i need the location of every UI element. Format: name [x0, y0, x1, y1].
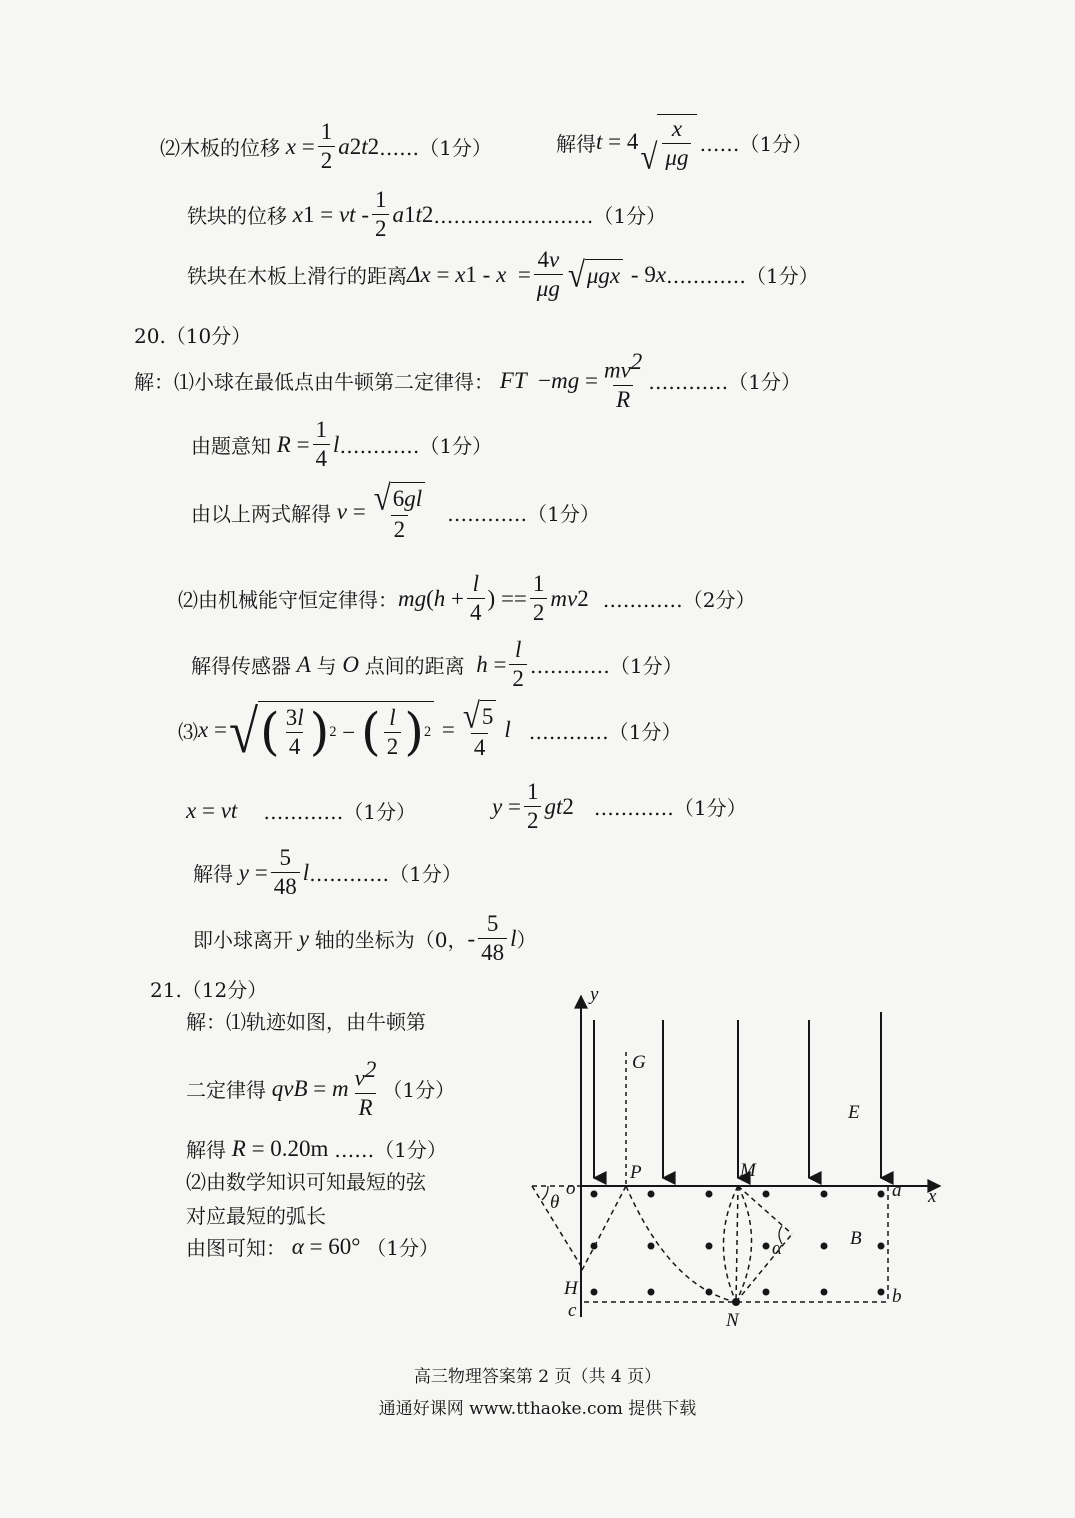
q20-title: 20.（10分） [134, 324, 252, 348]
line-21-1: 解：⑴轨迹如图，由牛顿第 [186, 1010, 426, 1034]
label-c: c [568, 1300, 577, 1321]
score: …………（1分） [447, 501, 600, 526]
label: ⑵木板的位移 [160, 136, 280, 161]
line-20-2: 由题意知 R = $\frac{1}{4}$ l …………（1分） [191, 417, 493, 472]
label-theta: θ [550, 1192, 560, 1213]
label: 二定律得 [186, 1078, 266, 1103]
score: ……（1分） [379, 136, 492, 161]
score: …………（1分） [309, 862, 462, 887]
score: …………（1分） [593, 796, 747, 821]
label: 解得传感器 [191, 654, 291, 679]
label: 解得 [193, 862, 233, 887]
q21-title: 21.（12分） [150, 978, 268, 1002]
line-19-3: 铁块的位移 x 1 = vt - $\frac{1}{2}$ a 1 t 2 ……………………（1分） [187, 187, 667, 242]
score: ……（1分） [334, 1138, 447, 1162]
line-20-1: 解：⑴小球在最低点由牛顿第二定律得： F T − mg = $\frac{mv^2}{R}$ …………（1分） [134, 349, 802, 412]
label: 由题意知 [191, 434, 271, 459]
line-19-4: 铁块在木板上滑行的距离 Δx = x 1 - x = $\frac{4v}{\mu g}$ √ μgx - 9x …………（1分） [187, 247, 819, 302]
page-number: 高三物理答案第 2 页（共 4 页） [413, 1367, 662, 1387]
source-credit: 通通好课网 www.tthaoke.com 提供下载 [378, 1399, 697, 1419]
label: 解得 [556, 131, 596, 156]
fraction: $\frac{1}{2}$ [318, 120, 336, 173]
label-M: M [740, 1160, 756, 1181]
score: （1分） [382, 1078, 456, 1103]
line-20-7a: x = vt …………（1分） [186, 797, 417, 824]
label: 铁块的位移 [187, 204, 287, 229]
label: 解得 [186, 1138, 226, 1162]
line-20-7b: y = $\frac{1}{2}$ gt 2 …………（1分） [492, 779, 747, 834]
line-20-6: ⑶ x = √ ( $\frac{3l}{4}$ ) 2 − ( $\frac{l}{2}$ ) 2 = √ 5 4 l …………（1分） [178, 695, 682, 767]
label-o: o [566, 1178, 576, 1199]
line-21-5: 对应最短的弧长 [186, 1204, 326, 1228]
line-21-2: 二定律得 qvB = m $\frac{v^2}{R}$ （1分） [186, 1057, 456, 1120]
label-alpha: α [772, 1238, 782, 1259]
arc-p-n [626, 1186, 736, 1302]
label-a: a [892, 1180, 902, 1201]
label-E: E [848, 1102, 860, 1123]
chord-m-n [736, 1186, 738, 1302]
sqrt: √ $\frac{x}{\mu g}$ [640, 114, 697, 170]
line-21-6: 由图可知： α = 60° （1分） [186, 1233, 439, 1260]
score: （1分） [366, 1236, 439, 1260]
label-B: B [850, 1228, 862, 1249]
score: …………（2分） [602, 588, 756, 613]
label-b: b [892, 1286, 902, 1307]
score: …………（1分） [263, 800, 417, 824]
line-20-9: 即小球离开 y 轴的坐标为（0， - $\frac{5}{48}$ l ） [193, 911, 537, 966]
trajectory-diagram [520, 982, 960, 1332]
line-20-8: 解得 y = $\frac{5}{48}$ l …………（1分） [193, 845, 462, 900]
label-G: G [632, 1052, 646, 1073]
label: 由以上两式解得 [191, 501, 331, 526]
line-20-3: 由以上两式解得 v = √ 6 gl 2 …………（1分） [191, 477, 600, 543]
label: 解：⑴小球在最低点由牛顿第二定律得： [134, 370, 494, 395]
score: …………（1分） [666, 264, 819, 289]
line-19-2b: 解得 t = 4 √ $\frac{x}{\mu g}$ ……（1分） [556, 116, 813, 177]
line-19-2a: ⑵木板的位移 x = $\frac{1}{2}$ a 2 t 2 ……（1分） [160, 119, 492, 174]
score: …………（1分） [529, 654, 683, 679]
label: ⑶ [178, 719, 198, 744]
label: ⑵由机械能守恒定律得： [178, 588, 398, 613]
label-H: H [564, 1278, 578, 1299]
label: 铁块在木板上滑行的距离 [187, 264, 407, 289]
label-N: N [726, 1310, 739, 1331]
label: 即小球离开 [193, 928, 293, 953]
score: ……………………（1分） [433, 204, 667, 229]
label-P: P [630, 1162, 642, 1183]
formula: x [280, 133, 302, 159]
arc-p-h [581, 1186, 626, 1272]
arc-m-n-right [736, 1186, 752, 1302]
score: …………（1分） [339, 434, 493, 459]
arc-m-n-left [723, 1186, 738, 1302]
line-20-4: ⑵由机械能守恒定律得： mg (h + $\frac{l}{4}$ ) == $\frac{1}{2}$ mv 2 …………（2分） [178, 571, 756, 626]
theta-arc [542, 1186, 548, 1200]
score: …………（1分） [528, 719, 682, 744]
label: 由图可知： [186, 1236, 286, 1260]
label-x: x [928, 1186, 937, 1207]
line-21-3: 解得 R = 0.20m ……（1分） [186, 1135, 447, 1162]
line-21-4: ⑵由数学知识可知最短的弦 [186, 1170, 426, 1194]
label-y: y [590, 984, 599, 1005]
score: ……（1分） [699, 131, 813, 156]
line-20-5: 解得传感器 A 与 O 点间的距离 h = $\frac{l}{2}$ …………（1分） [191, 637, 683, 692]
score: …………（1分） [648, 370, 802, 395]
